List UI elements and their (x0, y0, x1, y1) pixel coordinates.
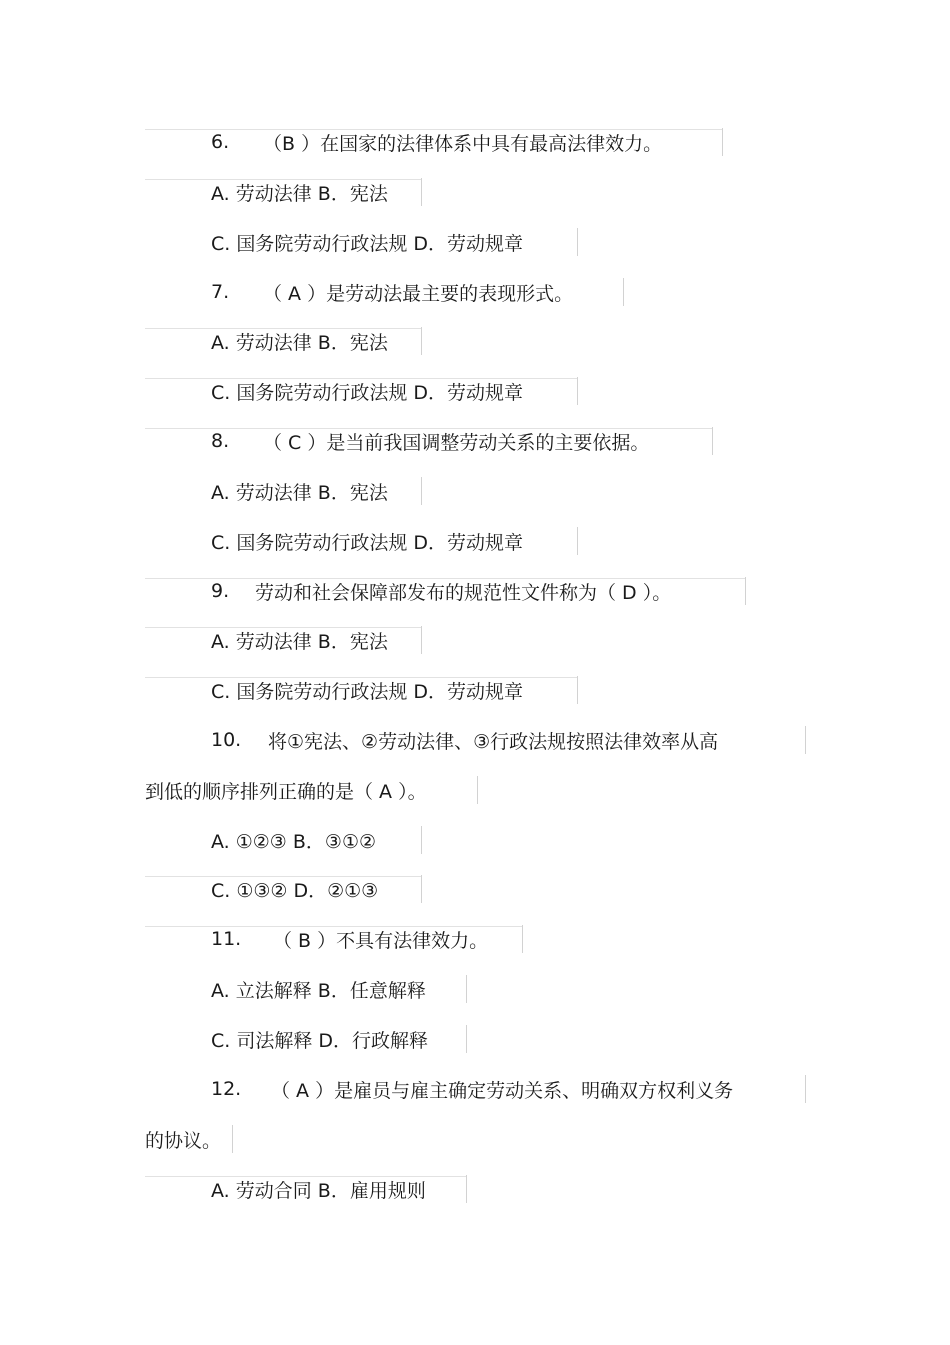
question-text: （ A ）是劳动法最主要的表现形式。 (263, 282, 574, 305)
question-text: （B ）在国家的法律体系中具有最高法律效力。 (263, 132, 663, 155)
option-line: A. 劳动合同 B．雇用规则 (211, 1179, 426, 1202)
option-line: C. ①③② D．②①③ (211, 879, 379, 902)
question-continuation: 的协议。 (145, 1129, 222, 1152)
question-6 (211, 129, 662, 155)
option-line: C. 国务院劳动行政法规 D．劳动规章 (211, 232, 524, 255)
option-line: A. ①②③ B．③①② (211, 830, 377, 853)
question-8 (211, 428, 649, 454)
option-line: C. 国务院劳动行政法规 D．劳动规章 (211, 381, 524, 404)
question-7 (211, 279, 573, 305)
question-number: 7. (211, 281, 230, 303)
question-11 (211, 926, 488, 952)
question-text: （ C ）是当前我国调整劳动关系的主要依据。 (263, 431, 650, 454)
question-number: 12. (211, 1078, 242, 1100)
option-line: A. 劳动法律 B．宪法 (211, 481, 388, 504)
option-line: A. 劳动法律 B．宪法 (211, 331, 388, 354)
question-number: 10. (211, 729, 242, 751)
question-10 (211, 727, 718, 753)
question-number: 11. (211, 928, 242, 950)
question-12 (211, 1076, 733, 1102)
question-text: 劳动和社会保障部发布的规范性文件称为（ D ）。 (255, 581, 672, 604)
question-number: 6. (211, 131, 230, 153)
option-line: A. 立法解释 B．任意解释 (211, 979, 426, 1002)
question-number: 8. (211, 430, 230, 452)
question-text: （ B ）不具有法律效力。 (273, 929, 489, 952)
question-9 (211, 578, 671, 604)
question-continuation: 到低的顺序排列正确的是（ A ）。 (145, 780, 427, 803)
option-line: A. 劳动法律 B．宪法 (211, 630, 388, 653)
option-line: C. 国务院劳动行政法规 D．劳动规章 (211, 531, 524, 554)
option-line: C. 司法解释 D．行政解释 (211, 1029, 429, 1052)
question-number: 9. (211, 580, 230, 602)
option-line: C. 国务院劳动行政法规 D．劳动规章 (211, 680, 524, 703)
question-text: 将①宪法、②劳动法律、③行政法规按照法律效率从高 (268, 730, 719, 753)
question-text: （ A ）是雇员与雇主确定劳动关系、明确双方权利义务 (271, 1079, 734, 1102)
option-line: A. 劳动法律 B．宪法 (211, 182, 388, 205)
